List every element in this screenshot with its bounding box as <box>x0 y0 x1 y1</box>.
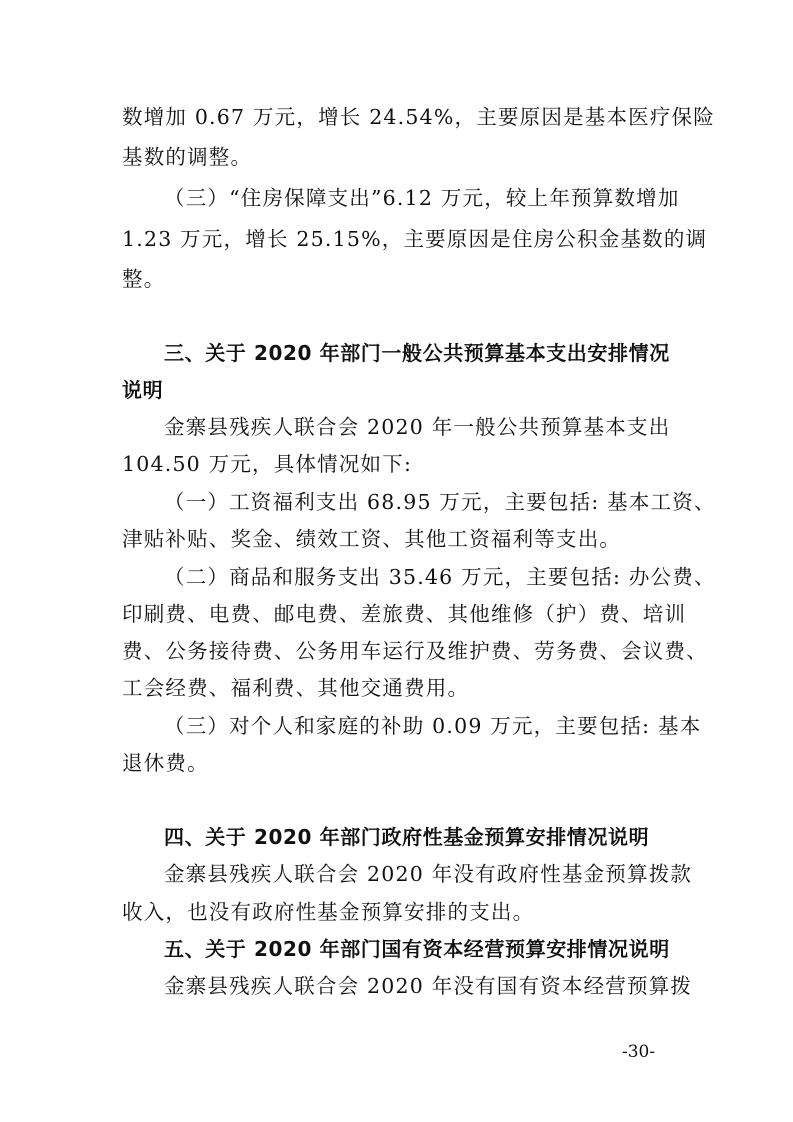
body-line: 金寨县残疾人联合会 2020 年没有国有资本经营预算拨 <box>164 974 693 998</box>
body-line: 104.50 万元，具体情况如下: <box>122 452 413 476</box>
body-line: 工会经费、福利费、其他交通费用。 <box>122 676 470 700</box>
body-line: 1.23 万元，增长 25.15%，主要原因是住房公积金基数的调 <box>122 227 708 251</box>
body-line: 数增加 0.67 万元，增长 24.54%，主要原因是基本医疗保险 <box>122 105 715 129</box>
body-line: 退休费。 <box>122 751 209 775</box>
body-line: 整。 <box>122 267 166 291</box>
section-heading: 四、关于 2020 年部门政府性基金预算安排情况说明 <box>164 825 650 849</box>
section-heading: 三、关于 2020 年部门一般公共预算基本支出安排情况 <box>164 341 670 365</box>
body-line: 印刷费、电费、邮电费、差旅费、其他维修（护）费、培训 <box>122 602 687 626</box>
body-line: 津贴补贴、奖金、绩效工资、其他工资福利等支出。 <box>122 527 622 551</box>
page-number: -30- <box>622 1042 656 1062</box>
body-line: （二）商品和服务支出 35.46 万元，主要包括: 办公费、 <box>164 565 716 589</box>
body-line: （一）工资福利支出 68.95 万元，主要包括: 基本工资、 <box>164 490 716 514</box>
body-line: 基数的调整。 <box>122 145 253 169</box>
body-line: 金寨县残疾人联合会 2020 年一般公共预算基本支出 <box>164 415 671 439</box>
body-line: 收入，也没有政府性基金预算安排的支出。 <box>122 900 535 924</box>
body-line: 费、公务接待费、公务用车运行及维护费、劳务费、会议费、 <box>122 639 708 663</box>
section-heading: 五、关于 2020 年部门国有资本经营预算安排情况说明 <box>164 937 670 961</box>
body-line: （三）“住房保障支出”6.12 万元，较上年预算数增加 <box>164 186 680 210</box>
section-heading: 说明 <box>122 378 164 402</box>
body-line: （三）对个人和家庭的补助 0.09 万元，主要包括: 基本 <box>164 714 702 738</box>
body-line: 金寨县残疾人联合会 2020 年没有政府性基金预算拨款 <box>164 862 693 886</box>
